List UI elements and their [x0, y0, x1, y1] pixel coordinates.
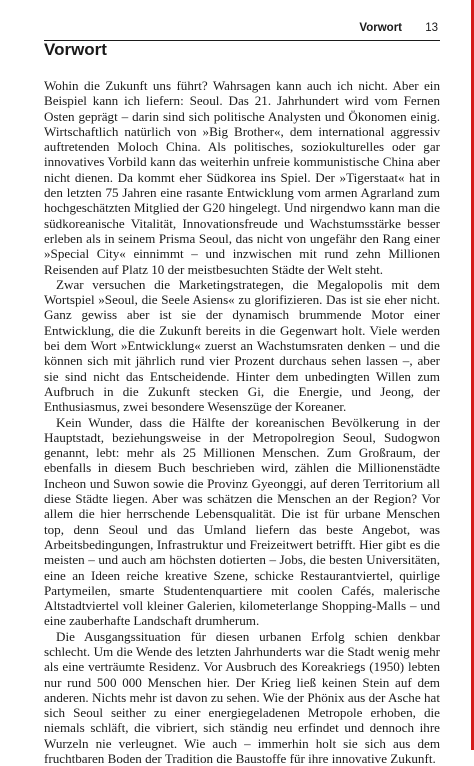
paragraph-2: Zwar versuchen die Marketingstrategen, die Megalopolis mit dem Wortspiel »Seoul, die Seele Asiens« zu glorifizieren. Das ist sie eher nicht. Ganz gewiss aber ist sie der dynamisch brummende Motor einer Entwicklung, die die Zukunft bereits in die Gegenwart holt. Viele werden bei dem Wort »Entwicklung« zuerst an Wachstumsraten denken – und die können sich mit jährlich rund vier Prozent durchaus sehen lassen –, aber sie sind nicht das Entscheidende. Hinter dem unbedingten Willen zum Aufbruch in die Zukunft stecken Gi, die Energie, und Jeong, der Enthusiasmus, zwei besondere Wesenszüge der Koreaner.: [44, 276, 440, 415]
body-text: [44, 78, 440, 766]
page-number: 13: [425, 22, 438, 34]
running-title: Vorwort: [359, 22, 402, 34]
paragraph-4: Die Ausgangssituation für diesen urbanen Erfolg schien denkbar schlecht. Um die Wende des letzten Jahrhunderts war die Stadt wenig mehr als eine verträumte Residenz. Vor Ausbruch des Koreakriegs (1950) lebten nur rund 500 000 Menschen hier. Der Krieg ließ keinen Stein auf dem anderen. Nichts mehr ist davon zu sehen. Wie der Phönix aus der Asche hat sich Seoul seither zu einer energiegeladenen Metropole erhoben, die niemals schläft, die vibriert, sich ständig neu erfindet und dennoch ihre Wurzeln nie verleugnet. Wie auch – immerhin holt sie sich aus dem fruchtbaren Boden der Tradition die Baustoffe für ihre innovative Zukunft.: [44, 628, 440, 766]
running-header: [44, 22, 440, 41]
chapter-title: Vorwort: [44, 40, 107, 59]
paragraph-1: Wohin die Zukunft uns führt? Wahrsagen kann auch ich nicht. Aber ein Beispiel kann ich liefern: Seoul. Das 21. Jahrhundert wird vom Fernen Osten geprägt – darin sind sich politische Analysten und Ökonomen einig. Wirtschaftlich natürlich von »Big Brother«, dem international aggressiv auftretenden Moloch China. Als politisches, soziokulturelles oder gar innovatives Vorbild kann das weiterhin unfreie kommunistische China aber nicht dienen. Da kommt eher Südkorea ins Spiel. Der »Tigerstaat« hat in den letzten 75 Jahren eine rasante Entwicklung vom armen Agrarland zum hochgeschätzten Mitglied der G20 hingelegt. Und nirgendwo kann man die südkoreanische Vitalität, Innovationsfreude und Wachstumsstärke besser erleben als in seinem Prisma Seoul, das nicht von ungefähr den Rang einer »Special City« einnimmt – und inzwischen mit rund zehn Millionen Reisenden auf Platz 10 der meistbesuchten Städte der Welt steht.: [44, 78, 440, 277]
paragraph-3: Kein Wunder, dass die Hälfte der koreanischen Bevölkerung in der Hauptstadt, beziehungsweise in der Metropolregion Seoul, Sudogwon genannt, lebt: mehr als 25 Millionen Menschen. Zum Großraum, der ebenfalls in diesem Buch beschrieben wird, zählen die Millionenstädte Incheon und Suwon sowie die Provinz Gyeonggi, auf deren Territorium all diese Städte liegen. Aber was schätzen die Menschen an der Region? Vor allem die hier herrschende Lebensqualität. Die ist für urbane Menschen top, denn Seoul und das Umland liefern das beste Angebot, was Arbeitsbedingungen, Infrastruktur und Freizeitwert betrifft. Hier gibt es die meisten – und auch am höchsten dotierten – Jobs, die besten Universitäten, eine an Ideen reiche kreative Szene, schicke Restaurantviertel, quirlige Partymeilen, smarte Studentenquartiere mit coolen Cafés, malerische Altstadtviertel voll kleiner Galerien, kilometerlange Shopping-Malls – und eine zauberhafte Landschaft drumherum.: [44, 414, 440, 629]
